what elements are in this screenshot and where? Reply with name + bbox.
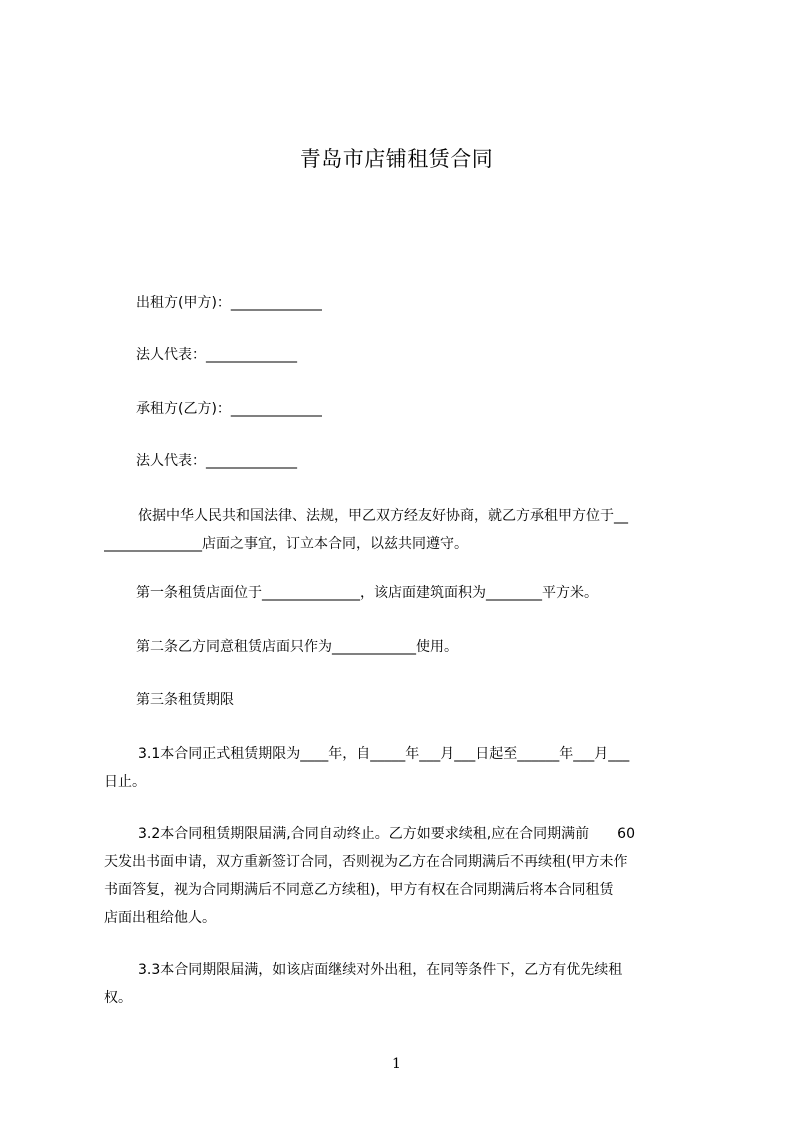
preamble-line: 依据中华人民共和国法律、法规，甲乙双方经友好协商，就乙方承租甲方位于__ bbox=[138, 508, 628, 524]
clause-3-1 bbox=[104, 740, 702, 796]
clause-line: 书面答复，视为合同期满后不同意乙方续租)，甲方有权在合同期满后将本合同租赁 bbox=[104, 882, 614, 898]
lessee-representative-field: 法人代表：_____________ bbox=[136, 453, 297, 469]
lessor-field: 出租方(甲方)：_____________ bbox=[136, 295, 322, 311]
clause-line: 3.1本合同正式租赁期限为____年，自_____年___月___日起至______年___月___ bbox=[138, 746, 630, 762]
clause-line: 3.2本合同租赁期限届满,合同自动终止。乙方如要求续租,应在合同期满前 60 bbox=[138, 826, 635, 842]
clause-line: 日止。 bbox=[104, 774, 146, 790]
clause-line: 天发出书面申请，双方重新签订合同，否则视为乙方在合同期满后不再续租(甲方未作 bbox=[104, 854, 628, 870]
clause-3-2 bbox=[104, 820, 702, 932]
article-1: 第一条租赁店面位于______________，该店面建筑面积为________平方米。 bbox=[136, 585, 598, 601]
article-2: 第二条乙方同意租赁店面只作为____________使用。 bbox=[136, 639, 458, 655]
page-number: 1 bbox=[392, 1056, 401, 1072]
lessor-representative-field: 法人代表：_____________ bbox=[136, 347, 297, 363]
clause-3-3 bbox=[104, 956, 702, 1012]
preamble-paragraph bbox=[104, 502, 702, 558]
clause-line: 店面出租给他人。 bbox=[104, 910, 216, 926]
document-title: 青岛市店铺租赁合同 bbox=[299, 147, 494, 171]
clause-line: 3.3本合同期限届满，如该店面继续对外出租，在同等条件下，乙方有优先续租 bbox=[138, 962, 623, 978]
clause-line: 权。 bbox=[104, 990, 132, 1006]
lessee-field: 承租方(乙方)：_____________ bbox=[136, 401, 322, 417]
preamble-line: ______________店面之事宜，订立本合同，以兹共同遵守。 bbox=[104, 536, 468, 552]
article-3-heading: 第三条租赁期限 bbox=[136, 692, 234, 708]
